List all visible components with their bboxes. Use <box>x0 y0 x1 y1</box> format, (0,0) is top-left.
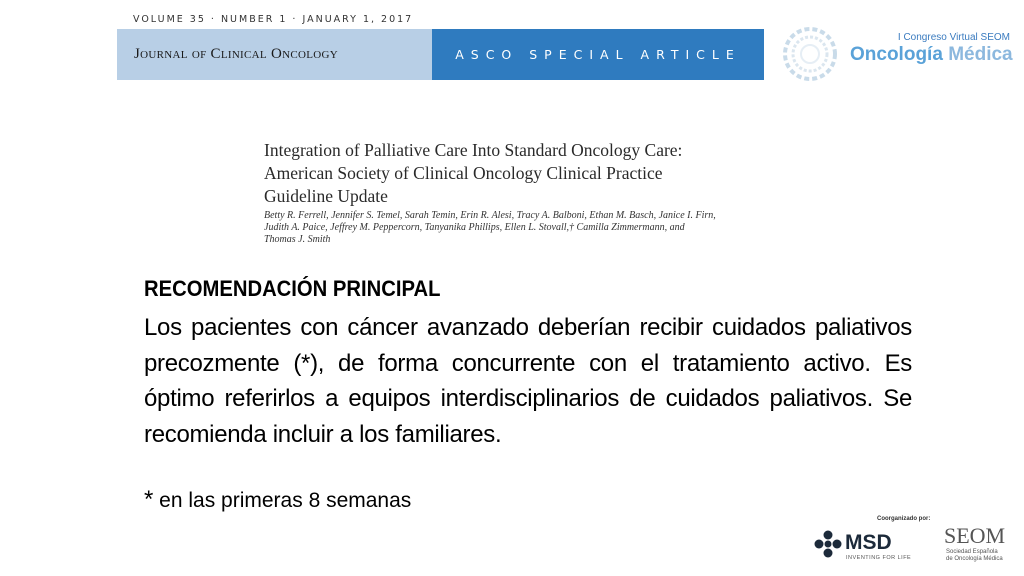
footnote-marker: * <box>144 486 154 513</box>
recommendation-heading: RECOMENDACIÓN PRINCIPAL <box>144 276 441 301</box>
msd-logo-text: MSD <box>845 531 892 554</box>
congress-word-medica: Médica <box>948 44 1013 65</box>
msd-tagline: INVENTING FOR LIFE <box>846 555 912 561</box>
paper-title <box>264 139 784 208</box>
journal-name: Journal of Clinical Oncology <box>134 46 338 62</box>
paper-authors <box>264 210 764 246</box>
coorganized-label: Coorganizado por: <box>877 516 931 522</box>
congress-wordmark <box>850 44 1013 66</box>
recommendation-body: Los pacientes con cáncer avanzado deberían recibir cuidados paliativos precozmente (*), de forma concurrente con el tratamiento activo. Es óptimo referirlos a equipos interdisciplinarios de cuidados paliativos. Se recomienda incluir a los familiares. <box>144 314 912 448</box>
journal-header-right <box>432 29 764 80</box>
journal-header-left <box>117 29 432 80</box>
seom-subtitle <box>946 549 1003 563</box>
journal-volume-line: VOLUME 35 · NUMBER 1 · JANUARY 1, 2017 <box>133 14 414 25</box>
footnote-text: en las primeras 8 semanas <box>153 489 412 512</box>
paper-authors-line: Thomas J. Smith <box>264 234 331 245</box>
congress-word-oncologia: Oncología <box>850 44 943 65</box>
paper-authors-line: Betty R. Ferrell, Jennifer S. Temel, Sarah Temin, Erin R. Alesi, Tracy A. Balboni, Ethan M. Basch, Janice I. Firn, <box>264 210 716 221</box>
article-type-banner: ASCO SPECIAL ARTICLE <box>455 47 741 62</box>
paper-title-line: American Society of Clinical Oncology Clinical Practice <box>264 163 663 183</box>
paper-title-line: Integration of Palliative Care Into Standard Oncology Care: <box>264 140 683 160</box>
congress-branding <box>850 32 1013 66</box>
paper-authors-line: Judith A. Paice, Jeffrey M. Peppercorn, Tanyanika Phillips, Ellen L. Stovall,† Camilla Zimmermann, and <box>264 222 685 233</box>
msd-logo-icon <box>814 530 842 558</box>
congress-logo-icon <box>780 26 840 82</box>
congress-title: I Congreso Virtual SEOM <box>897 32 1010 43</box>
seom-subtitle-line: Sociedad Española <box>946 549 998 555</box>
seom-subtitle-line: de Oncología Médica <box>946 556 1003 562</box>
seom-logo-text: SEOM <box>944 523 1006 548</box>
paper-title-line: Guideline Update <box>264 186 388 206</box>
footnote <box>144 486 411 514</box>
